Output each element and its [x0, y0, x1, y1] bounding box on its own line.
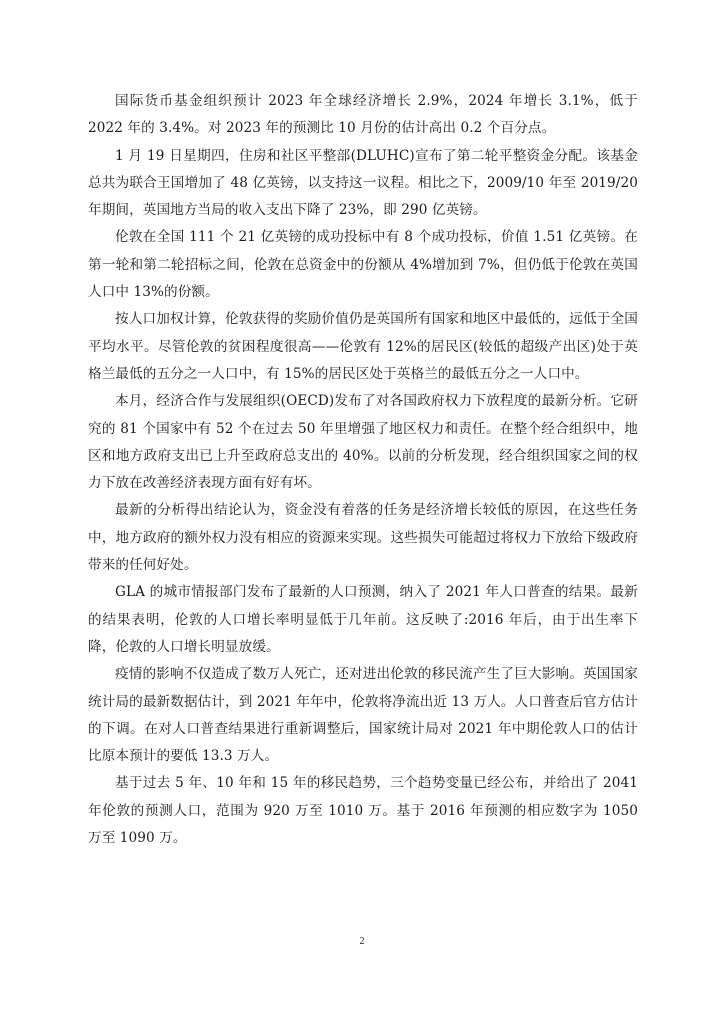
paragraph-migration-trends: 基于过去 5 年、10 年和 15 年的移民趋势，三个趋势变量已经公布，并给出了 2041 年伦敦的预测人口，范围为 920 万至 1010 万。基于 2016 年预测的相应数字为 1050 万至 1090 万。: [88, 775, 638, 847]
paragraph-unfunded-mandates: 最新的分析得出结论认为，资金没有着落的任务是经济增长较低的原因，在这些任务中，地方政府的额外权力没有相应的资源来实现。这些损失可能超过将权力下放给下级政府带来的任何好处。: [88, 502, 638, 574]
paragraph-oecd-analysis: 本月，经济合作与发展组织(OECD)发布了对各国政府权力下放程度的最新分析。它研究的 81 个国家中有 52 个在过去 50 年里增强了地区权力和责任。在整个经合组织中，地区和地方政府支出已上升至政府总支出的 40%。以前的分析发现，经合组织国家之间的权力下放在改善经济表现方面有好有坏。: [88, 393, 638, 492]
paragraph-population-weighted: 按人口加权计算，伦敦获得的奖励价值仍是英国所有国家和地区中最低的，远低于全国平均水平。尽管伦敦的贫困程度很高——伦敦有 12%的居民区(较低的超级产出区)处于英格兰最低的五分之一人口中，有 15%的居民区处于英格兰的最低五分之一人口中。: [88, 311, 638, 382]
paragraph-pandemic-impact: 疫情的影响不仅造成了数万人死亡，还对进出伦敦的移民流产生了巨大影响。英国国家统计局的最新数据估计，到 2021 年年中，伦敦将净流出近 13 万人。人口普查后官方估计的下调。在对人口普查结果进行重新调整后，国家统计局对 2021 年中期伦敦人口的估计比原本预计的要低 13.3 万人。: [88, 666, 638, 765]
page-number: 2: [359, 936, 365, 947]
paragraph-levelling-up-fund: 1 月 19 日星期四，住房和社区平整部(DLUHC)宣布了第二轮平整资金分配。该基金总共为联合王国增加了 48 亿英镑，以支持这一议程。相比之下，2009/10 年至 2019/20 年期间，英国地方当局的收入支出下降了 23%，即 290 亿英镑。: [88, 147, 638, 219]
body-text: [88, 88, 638, 852]
paragraph-london-bids: 伦敦在全国 111 个 21 亿英镑的成功投标中有 8 个成功投标，价值 1.51 亿英镑。在第一轮和第二轮招标之间，伦敦在总资金中的份额从 4%增加到 7%，但仍低于伦敦在英国人口中 13%的份额。: [88, 229, 638, 301]
paragraph-imf-forecast: 国际货币基金组织预计 2023 年全球经济增长 2.9%，2024 年增长 3.1%，低于 2022 年的 3.4%。对 2023 年的预测比 10 月份的估计高出 0.2 个百分点。: [88, 93, 638, 137]
paragraph-gla-projections: GLA 的城市情报部门发布了最新的人口预测，纳入了 2021 年人口普查的结果。最新的结果表明，伦敦的人口增长率明显低于几年前。这反映了:2016 年后，由于出生率下降，伦敦的人口增长明显放缓。: [88, 584, 638, 655]
